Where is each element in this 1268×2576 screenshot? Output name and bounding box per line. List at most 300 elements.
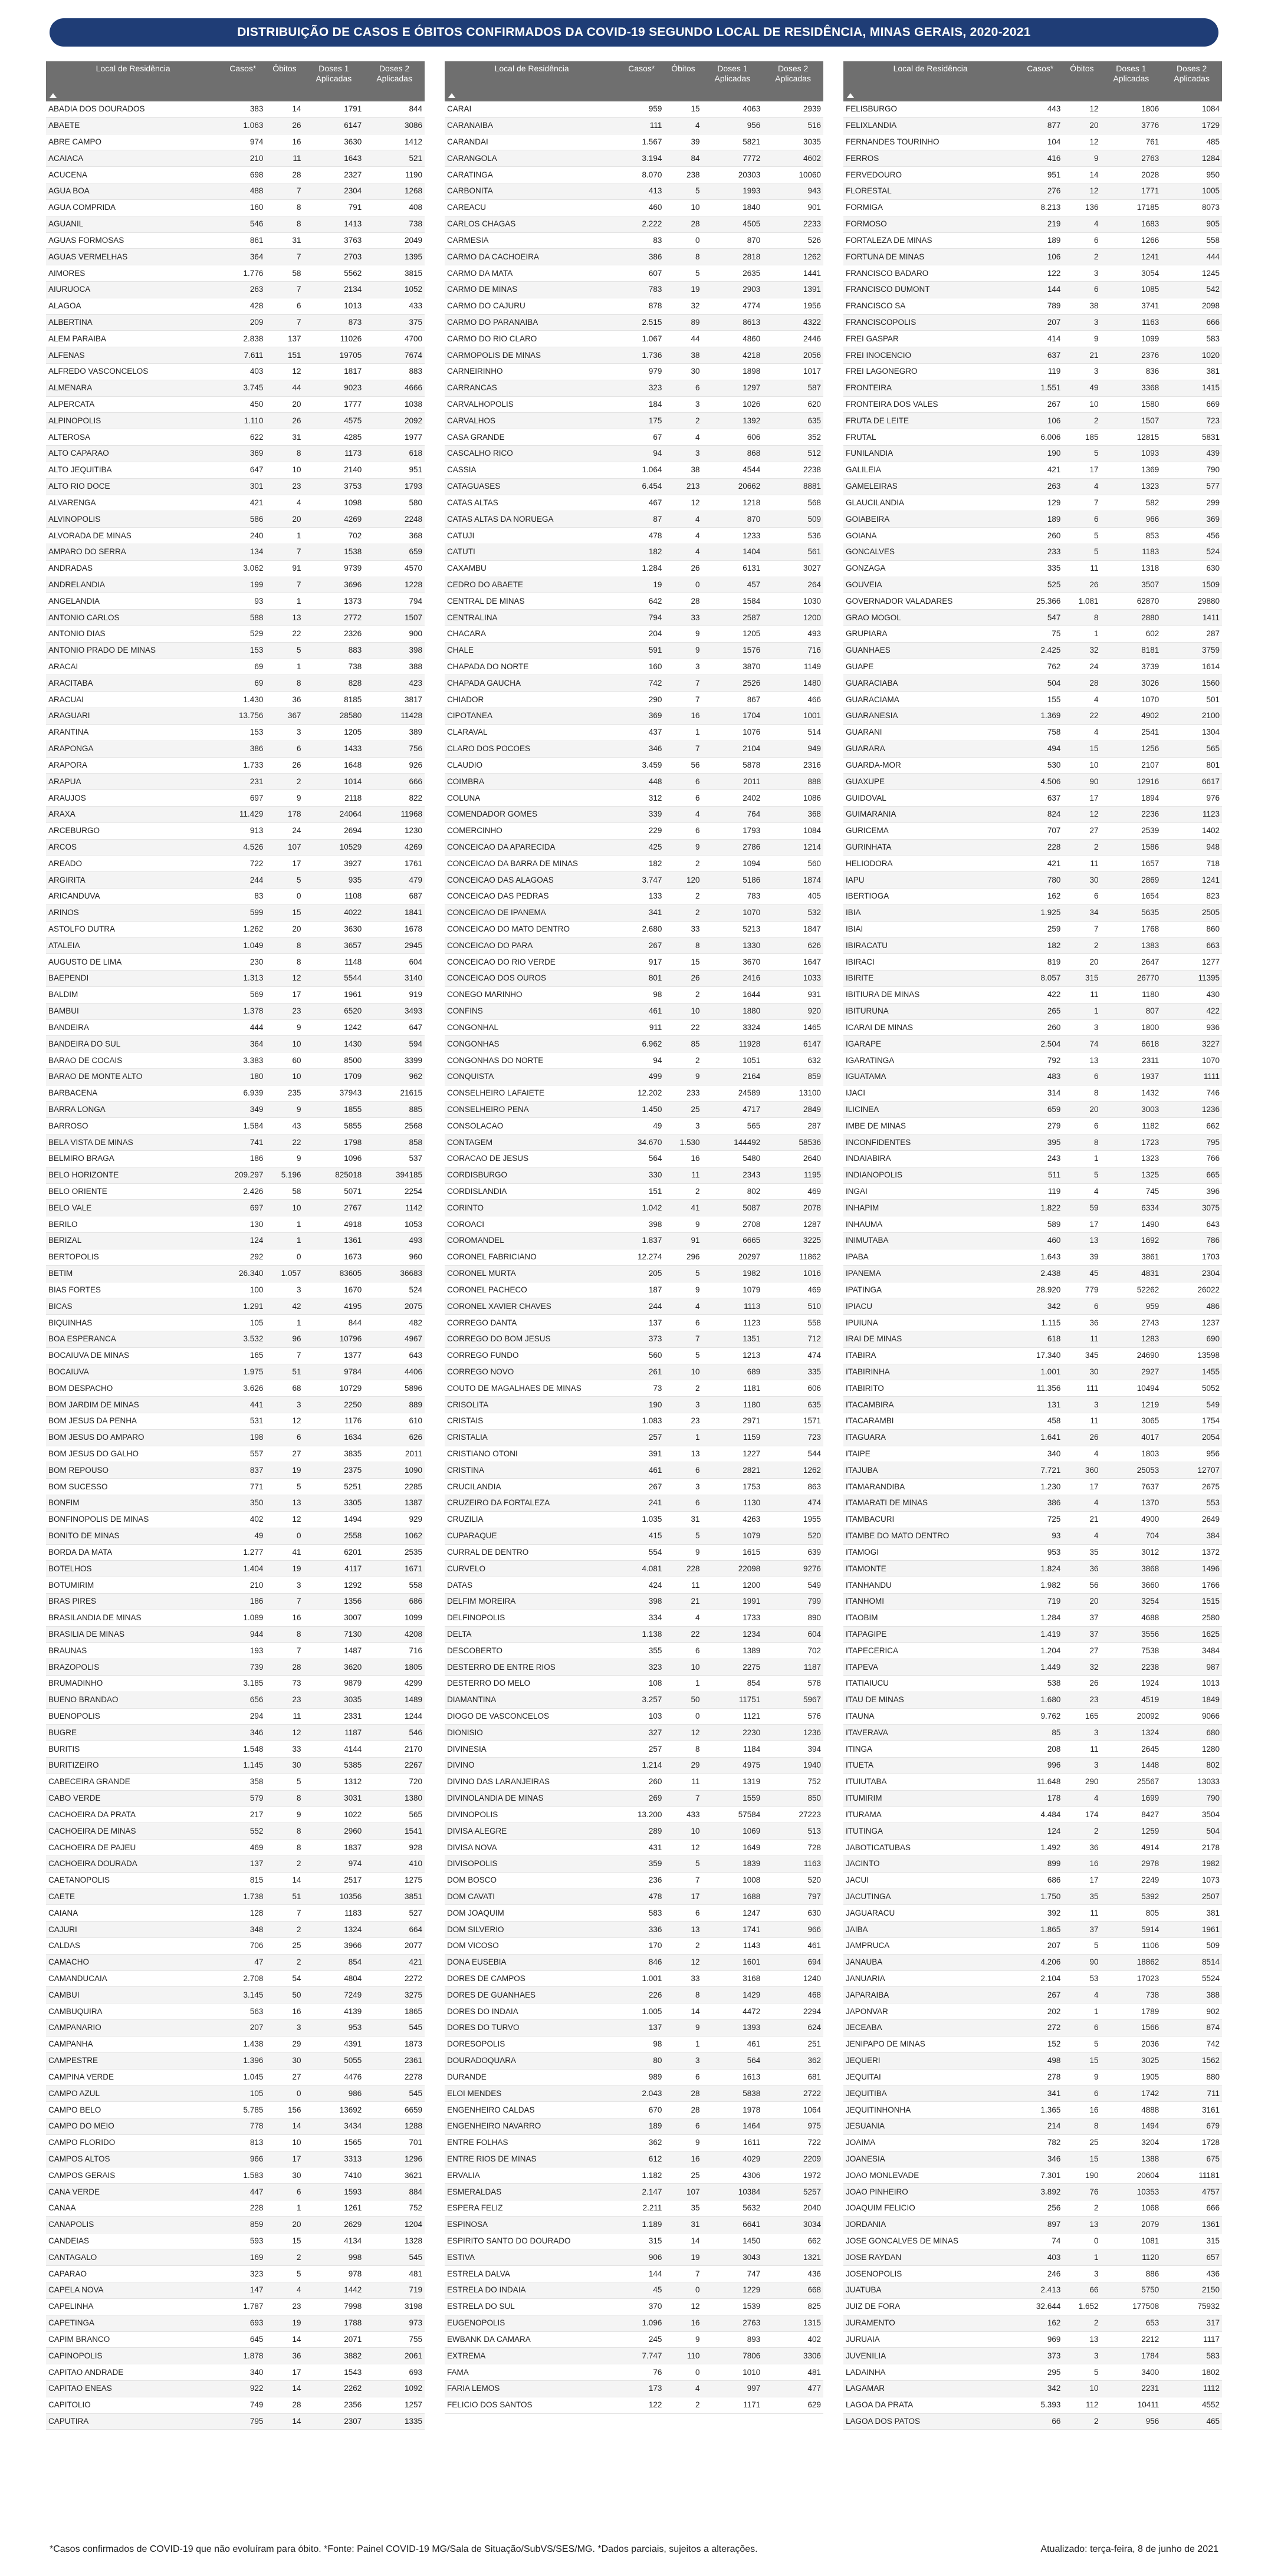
municipality-cell: BERILO	[46, 1216, 220, 1233]
table-row	[46, 495, 425, 511]
number-cell: 22	[265, 626, 303, 643]
table-row	[445, 1659, 823, 1676]
number-cell: 10411	[1101, 2397, 1162, 2413]
header-doses1[interactable]: Doses 1 Aplicadas	[304, 61, 364, 101]
table-row	[445, 544, 823, 560]
municipality-cell: CACHOEIRA DA PRATA	[46, 1807, 220, 1823]
number-cell: 656	[220, 1692, 265, 1708]
number-cell: 962	[364, 1068, 425, 1085]
sort-ascending-icon[interactable]	[448, 93, 455, 98]
number-cell: 30	[265, 2052, 303, 2069]
number-cell: 209	[220, 314, 265, 331]
number-cell: 136	[1063, 199, 1101, 216]
number-cell: 498	[1017, 2052, 1063, 2069]
number-cell: 1395	[364, 249, 425, 265]
number-cell: 2.043	[619, 2085, 664, 2102]
number-cell: 17	[265, 2151, 303, 2167]
table-row	[843, 1331, 1222, 1347]
number-cell: 28580	[304, 708, 364, 725]
number-cell: 2327	[304, 167, 364, 183]
number-cell: 1.530	[664, 1134, 702, 1151]
number-cell: 2249	[1101, 1872, 1162, 1889]
number-cell: 6	[664, 1643, 702, 1659]
municipality-cell: IGARAPE	[843, 1036, 1017, 1052]
table-row	[445, 1397, 823, 1413]
municipality-cell: CARRANCAS	[445, 380, 619, 396]
number-cell: 107	[265, 839, 303, 856]
table-row	[843, 2348, 1222, 2364]
number-cell: 243	[1017, 1151, 1063, 1167]
number-cell: 723	[1161, 413, 1222, 429]
number-cell: 2170	[364, 1741, 425, 1758]
number-cell: 813	[220, 2134, 265, 2151]
number-cell: 1.115	[1017, 1315, 1063, 1331]
table-row	[445, 1118, 823, 1134]
number-cell: 587	[763, 380, 823, 396]
number-cell: 457	[702, 577, 763, 593]
number-cell: 187	[619, 1282, 664, 1298]
number-cell: 403	[220, 364, 265, 380]
number-cell: 2	[664, 1380, 702, 1397]
municipality-cell: CAMPOS GERAIS	[46, 2167, 220, 2184]
number-cell: 1728	[1161, 2134, 1222, 2151]
number-cell: 11	[265, 1708, 303, 1725]
number-cell: 1163	[763, 1855, 823, 1872]
municipality-cell: ALBERTINA	[46, 314, 220, 331]
municipality-cell: CLARAVAL	[445, 724, 619, 741]
municipality-cell: JEQUITAI	[843, 2069, 1017, 2085]
header-doses2[interactable]: Doses 2 Aplicadas	[763, 61, 823, 101]
header-obitos[interactable]: Óbitos	[664, 61, 702, 101]
number-cell: 468	[763, 1987, 823, 2003]
number-cell: 7	[265, 183, 303, 200]
number-cell: 424	[619, 1577, 664, 1594]
number-cell: 7806	[702, 2348, 763, 2364]
municipality-cell: GLAUCILANDIA	[843, 495, 1017, 511]
table-row	[445, 232, 823, 249]
table-column-2	[445, 61, 823, 2414]
number-cell: 8514	[1161, 1954, 1222, 1970]
municipality-cell: BELA VISTA DE MINAS	[46, 1134, 220, 1151]
number-cell: 635	[763, 1397, 823, 1413]
table-row	[46, 1200, 425, 1216]
table-row	[46, 1970, 425, 1987]
municipality-cell: CURRAL DE DENTRO	[445, 1544, 619, 1561]
number-cell: 1571	[763, 1413, 823, 1430]
number-cell: 1142	[364, 1200, 425, 1216]
number-cell: 2649	[1161, 1511, 1222, 1528]
municipality-cell: CAMACHO	[46, 1954, 220, 1970]
number-cell: 718	[1161, 856, 1222, 872]
municipality-cell: INCONFIDENTES	[843, 1134, 1017, 1151]
table-row	[46, 2036, 425, 2052]
number-cell: 2517	[304, 1872, 364, 1889]
number-cell: 3.532	[220, 1331, 265, 1347]
municipality-cell: ARAPONGA	[46, 741, 220, 757]
number-cell: 5	[265, 872, 303, 889]
number-cell: 28	[664, 593, 702, 610]
number-cell: 47	[220, 1954, 265, 1970]
number-cell: 1200	[702, 1577, 763, 1594]
number-cell: 1849	[1161, 1692, 1222, 1708]
number-cell: 3227	[1161, 1036, 1222, 1052]
number-cell: 1090	[364, 1462, 425, 1479]
number-cell: 1.643	[1017, 1249, 1063, 1265]
number-cell: 5087	[702, 1200, 763, 1216]
municipality-cell: JAPARAIBA	[843, 1987, 1017, 2003]
number-cell: 2343	[702, 1167, 763, 1183]
number-cell: 219	[1017, 216, 1063, 232]
number-cell: 951	[364, 462, 425, 478]
number-cell: 415	[619, 1528, 664, 1544]
header-local[interactable]	[445, 61, 619, 101]
number-cell: 741	[220, 1134, 265, 1151]
number-cell: 7	[265, 281, 303, 298]
municipality-cell: ALPERCATA	[46, 396, 220, 413]
table-row	[445, 314, 823, 331]
number-cell: 1312	[304, 1774, 364, 1790]
number-cell: 4902	[1101, 708, 1162, 725]
number-cell: 3	[664, 659, 702, 675]
number-cell: 920	[763, 1003, 823, 1019]
number-cell: 5055	[304, 2052, 364, 2069]
municipality-cell: CARMO DA CACHOEIRA	[445, 249, 619, 265]
number-cell: 9739	[304, 560, 364, 577]
number-cell: 978	[304, 2266, 364, 2282]
number-cell: 317	[1161, 2315, 1222, 2331]
number-cell: 542	[1161, 281, 1222, 298]
number-cell: 182	[619, 856, 664, 872]
number-cell: 1412	[364, 134, 425, 150]
number-cell: 131	[1017, 1397, 1063, 1413]
number-cell: 863	[763, 1479, 823, 1495]
number-cell: 2233	[763, 216, 823, 232]
number-cell: 706	[220, 1938, 265, 1955]
number-cell: 1956	[763, 298, 823, 314]
municipality-cell: ESTRELA DO SUL	[445, 2298, 619, 2315]
number-cell: 690	[1161, 1331, 1222, 1347]
number-cell: 2	[1063, 2200, 1101, 2217]
number-cell: 779	[1063, 1282, 1101, 1298]
municipality-cell: BOTELHOS	[46, 1561, 220, 1577]
number-cell: 9	[664, 2331, 702, 2348]
number-cell: 723	[763, 1429, 823, 1446]
number-cell: 444	[220, 1019, 265, 1036]
header-doses1[interactable]: Doses 1 Aplicadas	[1101, 61, 1162, 101]
number-cell: 1205	[702, 626, 763, 643]
number-cell: 1	[265, 2200, 303, 2217]
number-cell: 1643	[304, 150, 364, 167]
number-cell: 13.756	[220, 708, 265, 725]
number-cell: 6	[1063, 281, 1101, 298]
table-row	[843, 692, 1222, 708]
number-cell: 4918	[304, 1216, 364, 1233]
municipality-cell: ARAXA	[46, 806, 220, 823]
number-cell: 2262	[304, 2380, 364, 2397]
municipality-cell: DATAS	[445, 1577, 619, 1594]
number-cell: 2.211	[619, 2200, 664, 2217]
number-cell: 966	[220, 2151, 265, 2167]
number-cell: 13	[1063, 2331, 1101, 2348]
municipality-cell: BRAZOPOLIS	[46, 1659, 220, 1676]
number-cell: 295	[1017, 2364, 1063, 2381]
number-cell: 745	[1101, 1183, 1162, 1200]
number-cell: 119	[1017, 1183, 1063, 1200]
number-cell: 1108	[304, 889, 364, 905]
table-row	[843, 1101, 1222, 1118]
municipality-cell: CAJURI	[46, 1922, 220, 1938]
number-cell: 630	[1161, 560, 1222, 577]
table-row	[46, 2364, 425, 2381]
table-row	[843, 347, 1222, 364]
number-cell: 12	[664, 2298, 702, 2315]
table-row	[843, 1183, 1222, 1200]
number-cell: 265	[1017, 1003, 1063, 1019]
number-cell: 3763	[304, 232, 364, 249]
number-cell: 20604	[1101, 2167, 1162, 2184]
table-row	[843, 1970, 1222, 1987]
municipality-cell: CORONEL MURTA	[445, 1265, 619, 1282]
number-cell: 7	[1063, 495, 1101, 511]
number-cell: 815	[220, 1872, 265, 1889]
number-cell: 4406	[364, 1364, 425, 1380]
number-cell: 531	[220, 1413, 265, 1430]
header-casos[interactable]: Casos*	[619, 61, 664, 101]
table-row	[445, 921, 823, 937]
number-cell: 9	[664, 642, 702, 659]
number-cell: 647	[220, 462, 265, 478]
number-cell: 2272	[364, 1970, 425, 1987]
number-cell: 7	[265, 577, 303, 593]
municipality-cell: DIONISIO	[445, 1725, 619, 1741]
table-row	[445, 117, 823, 134]
number-cell: 1413	[304, 216, 364, 232]
number-cell: 1924	[1101, 1676, 1162, 1692]
number-cell: 5	[664, 265, 702, 282]
table-row	[445, 1151, 823, 1167]
number-cell: 2.426	[220, 1183, 265, 1200]
table-row	[843, 2266, 1222, 2282]
number-cell: 687	[364, 889, 425, 905]
municipality-cell: ITAOBIM	[843, 1610, 1017, 1626]
table-row	[445, 2200, 823, 2217]
municipality-cell: FARIA LEMOS	[445, 2380, 619, 2397]
table-row	[46, 1397, 425, 1413]
municipality-cell: ITAMBACURI	[843, 1511, 1017, 1528]
number-cell: 6	[664, 790, 702, 807]
number-cell: 7538	[1101, 1643, 1162, 1659]
number-cell: 3.383	[220, 1052, 265, 1069]
number-cell: 263	[1017, 478, 1063, 495]
table-row	[445, 577, 823, 593]
number-cell: 2098	[1161, 298, 1222, 314]
number-cell: 859	[763, 1068, 823, 1085]
table-row	[445, 823, 823, 839]
number-cell: 9	[664, 1282, 702, 1298]
number-cell: 795	[1161, 1134, 1222, 1151]
table-row	[843, 1807, 1222, 1823]
table-row	[46, 2200, 425, 2217]
number-cell: 19	[664, 2249, 702, 2266]
number-cell: 465	[1161, 2413, 1222, 2430]
municipality-cell: BAEPENDI	[46, 970, 220, 987]
number-cell: 16	[1063, 2102, 1101, 2118]
number-cell: 2	[664, 889, 702, 905]
number-cell: 568	[763, 495, 823, 511]
header-doses2[interactable]: Doses 2 Aplicadas	[364, 61, 425, 101]
table-row	[843, 1479, 1222, 1495]
number-cell: 928	[364, 1840, 425, 1856]
number-cell: 13	[1063, 1233, 1101, 1249]
number-cell: 1937	[1101, 1068, 1162, 1085]
number-cell: 32	[1063, 1659, 1101, 1676]
header-obitos[interactable]: Óbitos	[1063, 61, 1101, 101]
number-cell: 314	[1017, 1085, 1063, 1101]
number-cell: 1262	[763, 249, 823, 265]
number-cell: 32	[664, 298, 702, 314]
number-cell: 694	[763, 1954, 823, 1970]
number-cell: 75932	[1161, 2298, 1222, 2315]
sort-ascending-icon[interactable]	[50, 93, 57, 98]
header-doses1[interactable]: Doses 1 Aplicadas	[702, 61, 763, 101]
number-cell: 1894	[1101, 790, 1162, 807]
number-cell: 479	[364, 872, 425, 889]
number-cell: 4700	[364, 331, 425, 347]
municipality-cell: CONCEICAO DA BARRA DE MINAS	[445, 856, 619, 872]
table-row	[46, 2167, 425, 2184]
title-banner	[50, 18, 1218, 47]
municipality-cell: JOAQUIM FELICIO	[843, 2200, 1017, 2217]
municipality-cell: LAGOA DOS PATOS	[843, 2413, 1017, 2430]
number-cell: 448	[619, 774, 664, 790]
number-cell: 1213	[702, 1347, 763, 1364]
number-cell: 11	[1063, 1741, 1101, 1758]
number-cell: 8073	[1161, 199, 1222, 216]
municipality-cell: JOAIMA	[843, 2134, 1017, 2151]
municipality-cell: JENIPAPO DE MINAS	[843, 2036, 1017, 2052]
municipality-cell: CATAS ALTAS	[445, 495, 619, 511]
table-row	[843, 560, 1222, 577]
table-row	[843, 724, 1222, 741]
number-cell: 583	[1161, 2348, 1222, 2364]
number-cell: 2036	[1101, 2036, 1162, 2052]
number-cell: 17	[1063, 462, 1101, 478]
table-row	[46, 1331, 425, 1347]
number-cell: 2	[664, 1052, 702, 1069]
municipality-cell: INDAIABIRA	[843, 1151, 1017, 1167]
municipality-cell: BERIZAL	[46, 1233, 220, 1249]
number-cell: 2763	[1101, 150, 1162, 167]
number-cell: 704	[1101, 1528, 1162, 1544]
municipality-cell: CRISTINA	[445, 1462, 619, 1479]
number-cell: 3504	[1161, 1807, 1222, 1823]
number-cell: 758	[1017, 724, 1063, 741]
municipality-cell: BELO HORIZONTE	[46, 1167, 220, 1183]
table-row	[46, 856, 425, 872]
header-casos[interactable]: Casos*	[1017, 61, 1063, 101]
header-obitos[interactable]: Óbitos	[265, 61, 303, 101]
number-cell: 36683	[364, 1265, 425, 1282]
sort-ascending-icon[interactable]	[847, 93, 854, 98]
header-doses2[interactable]: Doses 2 Aplicadas	[1161, 61, 1222, 101]
municipality-cell: ALVINOPOLIS	[46, 511, 220, 528]
number-cell: 190	[1063, 2167, 1101, 2184]
table-row	[46, 1610, 425, 1626]
number-cell: 943	[763, 183, 823, 200]
number-cell: 2526	[702, 675, 763, 692]
table-row	[843, 2020, 1222, 2037]
number-cell: 2028	[1101, 167, 1162, 183]
number-cell: 950	[1161, 167, 1222, 183]
number-cell: 3	[1063, 265, 1101, 282]
municipality-cell: JEQUERI	[843, 2052, 1017, 2069]
number-cell: 719	[1017, 1593, 1063, 1610]
municipality-cell: CATUTI	[445, 544, 619, 560]
number-cell: 738	[304, 659, 364, 675]
municipality-cell: CAMPANARIO	[46, 2020, 220, 2037]
municipality-cell: CORREGO FUNDO	[445, 1347, 619, 1364]
number-cell: 3400	[1101, 2364, 1162, 2381]
municipality-cell: DOM JOAQUIM	[445, 1905, 619, 1922]
table-row	[46, 1593, 425, 1610]
number-cell: 4	[664, 511, 702, 528]
number-cell: 2134	[304, 281, 364, 298]
header-casos[interactable]: Casos*	[220, 61, 265, 101]
header-local[interactable]	[843, 61, 1017, 101]
number-cell: 10	[265, 1200, 303, 1216]
number-cell: 315	[1161, 2233, 1222, 2249]
number-cell: 1163	[1101, 314, 1162, 331]
table-row	[445, 1889, 823, 1905]
number-cell: 725	[1017, 1511, 1063, 1528]
table-row	[445, 2282, 823, 2299]
number-cell: 205	[619, 1265, 664, 1282]
municipality-cell: JOSE GONCALVES DE MINAS	[843, 2233, 1017, 2249]
number-cell: 22	[1063, 708, 1101, 725]
municipality-cell: CAMPINA VERDE	[46, 2069, 220, 2085]
number-cell: 122	[1017, 265, 1063, 282]
number-cell: 388	[364, 659, 425, 675]
number-cell: 461	[702, 2036, 763, 2052]
municipality-cell: ALVORADA DE MINAS	[46, 528, 220, 544]
number-cell: 2645	[1101, 1741, 1162, 1758]
header-local[interactable]	[46, 61, 220, 101]
municipality-cell: DIVINO DAS LARANJEIRAS	[445, 1774, 619, 1790]
number-cell: 45	[1063, 1265, 1101, 1282]
table-row	[445, 2020, 823, 2037]
number-cell: 1098	[304, 495, 364, 511]
municipality-cell: CHAPADA DO NORTE	[445, 659, 619, 675]
municipality-cell: BURITIZEIRO	[46, 1758, 220, 1774]
number-cell: 2071	[304, 2331, 364, 2348]
municipality-cell: ITAMONTE	[843, 1561, 1017, 1577]
number-cell: 3	[1063, 314, 1101, 331]
table-row	[445, 2118, 823, 2134]
number-cell: 4476	[304, 2069, 364, 2085]
table-row	[445, 724, 823, 741]
municipality-cell: CACHOEIRA DE MINAS	[46, 1823, 220, 1840]
table-row	[843, 2069, 1222, 2085]
number-cell: 461	[763, 1938, 823, 1955]
table-row	[445, 1823, 823, 1840]
table-row	[843, 954, 1222, 970]
table-row	[445, 626, 823, 643]
number-cell: 6	[265, 298, 303, 314]
table-row	[445, 347, 823, 364]
number-cell: 2285	[364, 1479, 425, 1495]
number-cell: 1288	[364, 2118, 425, 2134]
number-cell: 1733	[702, 1610, 763, 1626]
